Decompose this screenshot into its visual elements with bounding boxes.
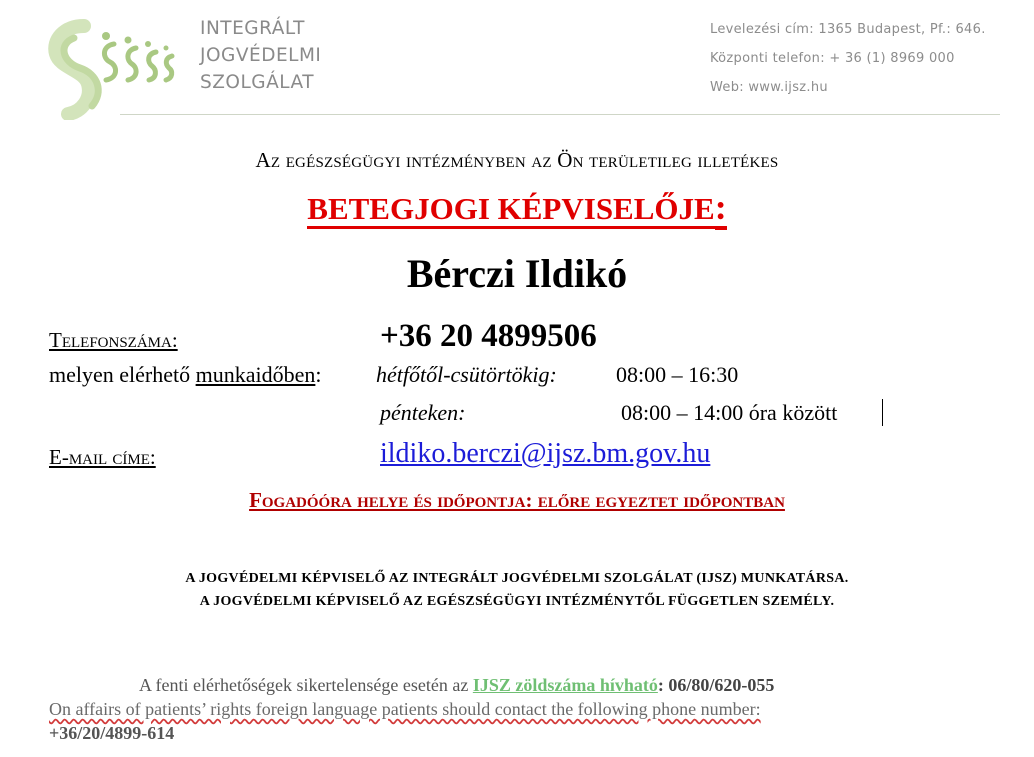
notice-independent: A JOGVÉDELMI KÉPVISELŐ AZ EGÉSZSÉGÜGYI INTÉZMÉNYTŐL FÜGGETLEN SZEMÉLY. (199, 594, 835, 609)
availability-prefix: melyen elérhető (49, 362, 196, 387)
phone-label: Telefonszáma: (49, 328, 178, 352)
appointment-text: Fogadóóra helye és időpontja: előre egyeztet időpontban (249, 488, 785, 512)
appointment-info (0, 488, 1034, 513)
email-link[interactable]: ildiko.berczi@ijsz.bm.gov.hu (380, 438, 711, 469)
phone-number: +36 20 4899506 (380, 318, 597, 354)
footer-hotline-number: : 06/80/620-055 (657, 675, 775, 695)
hotline-link[interactable]: IJSZ zöldszáma hívható (472, 675, 658, 695)
postal-address: Levelezési cím: 1365 Budapest, Pf.: 646. (710, 22, 986, 37)
email-label: E-mail címe: (49, 445, 156, 469)
notice-employee: A JOGVÉDELMI KÉPVISELŐ AZ INTEGRÁLT JOGVÉDELMI SZOLGÁLAT (IJSZ) MUNKATÁRSA. (185, 571, 849, 586)
org-name-line-1: INTEGRÁLT (200, 18, 305, 39)
availability-working-hours: munkaidőben (195, 362, 316, 387)
headline (0, 186, 1034, 228)
intro-line: Az egészségügyi intézményben az Ön területileg illetékes (255, 148, 779, 172)
availability-days-friday: pénteken: (380, 400, 466, 425)
central-phone: Központi telefon: + 36 (1) 8969 000 (710, 51, 955, 66)
availability-colon: : (315, 362, 322, 387)
headline-text: BETEGJOGI KÉPVISELŐJE (307, 191, 714, 229)
footer-foreign-language-phone: +36/20/4899-614 (49, 723, 175, 743)
headline-colon: : (715, 187, 727, 230)
text-cursor (882, 399, 883, 426)
representative-name: Bérczi Ildikó (406, 251, 628, 296)
header-divider (120, 114, 1000, 115)
org-name-line-2: JOGVÉDELMI (200, 45, 322, 66)
footer-hotline-prefix: A fenti elérhetőségek sikertelensége esetén az (139, 675, 473, 695)
availability-time-friday: 08:00 – 14:00 óra között (621, 400, 838, 425)
footer-foreign-language-note: On affairs of patients’ rights foreign language patients should contact the following phone number: (49, 699, 761, 719)
availability-label (49, 362, 322, 388)
ijsz-paragraph-logo-icon (44, 18, 184, 120)
footer-hotline (139, 675, 774, 696)
availability-time-mon-thu: 08:00 – 16:30 (616, 362, 739, 387)
website: Web: www.ijsz.hu (710, 80, 828, 95)
org-name-line-3: SZOLGÁLAT (200, 72, 315, 93)
availability-days-mon-thu: hétfőtől-csütörtökig: (376, 362, 557, 387)
